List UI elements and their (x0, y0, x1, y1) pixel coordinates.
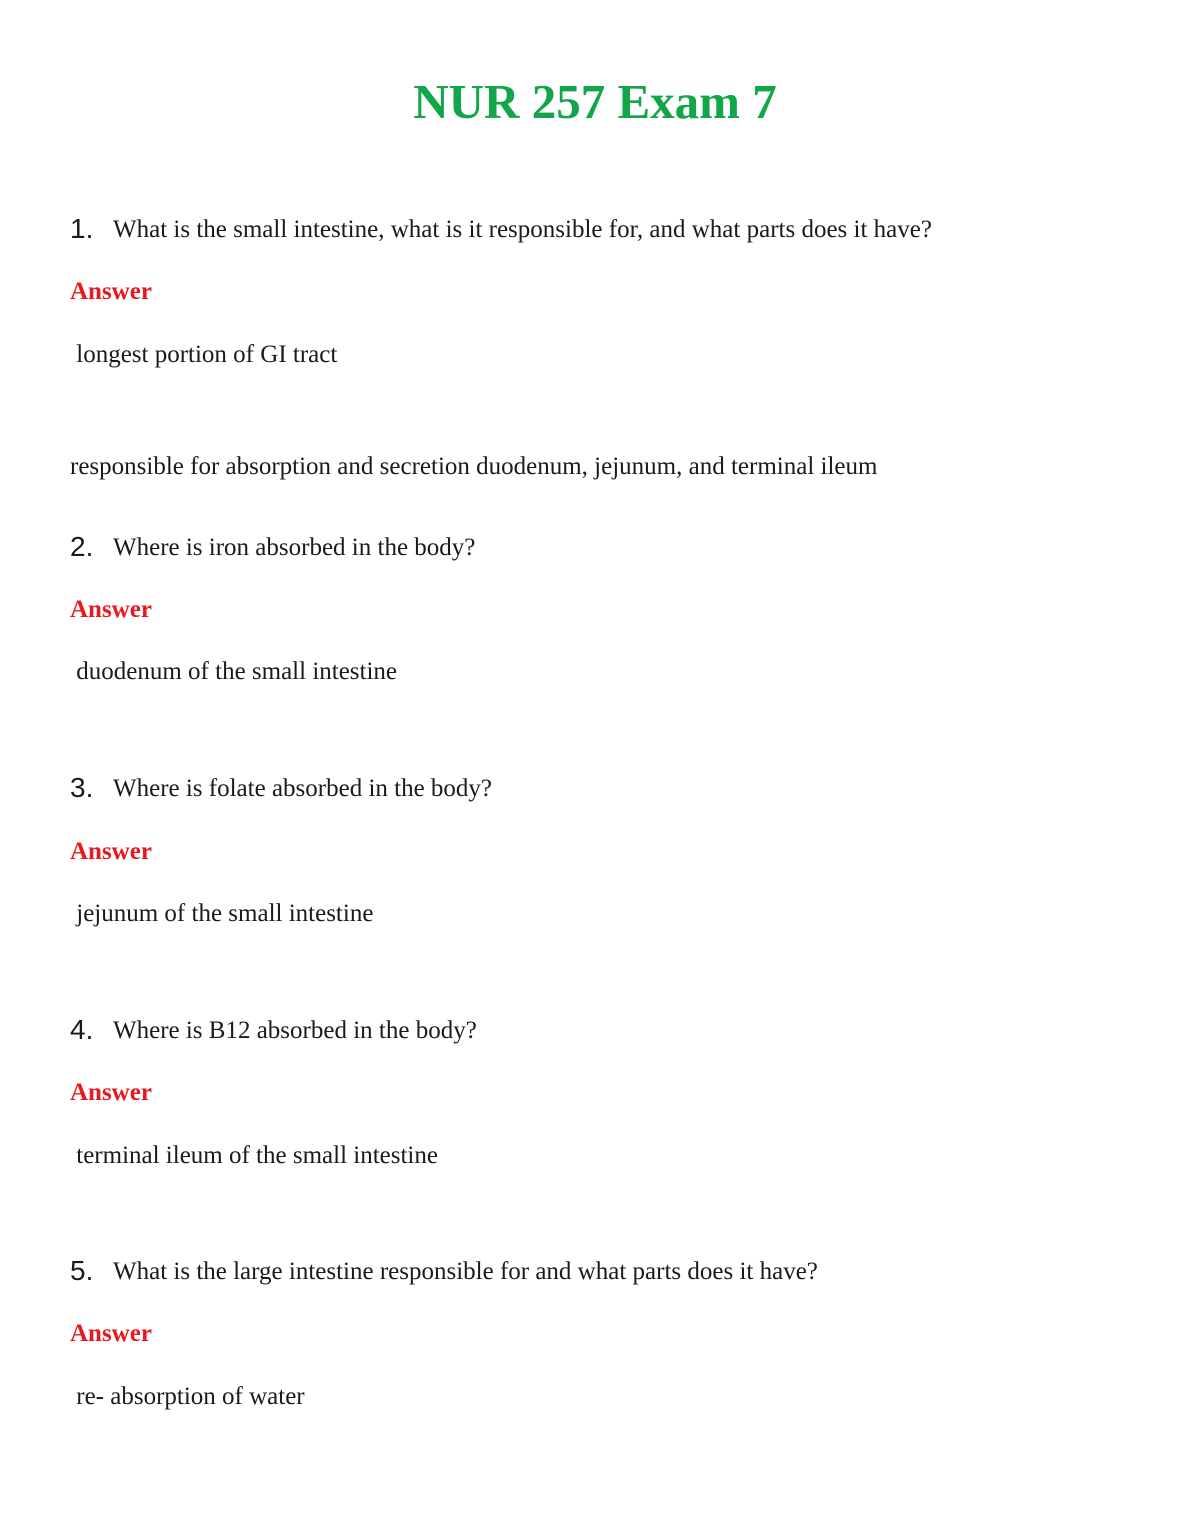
question-number: 4. (70, 1014, 94, 1045)
question-text: What is the small intestine, what is it responsible for, and what parts does it have? (113, 216, 932, 243)
answer-text: responsible for absorption and secretion duodenum, jejunum, and terminal ileum (70, 453, 878, 480)
page-title: NUR 257 Exam 7 (413, 74, 777, 129)
answer-label: Answer (70, 1320, 152, 1347)
question-text: What is the large intestine responsible for and what parts does it have? (113, 1258, 818, 1285)
answer-label: Answer (70, 596, 152, 623)
answer-text: re- absorption of water (70, 1383, 305, 1410)
question-number: 1. (70, 213, 94, 244)
answer-text: longest portion of GI tract (70, 341, 338, 368)
answer-text: jejunum of the small intestine (70, 900, 374, 927)
question-text: Where is iron absorbed in the body? (113, 534, 476, 561)
answer-text: terminal ileum of the small intestine (70, 1142, 438, 1169)
question-number: 3. (70, 772, 94, 803)
question-number: 2. (70, 531, 94, 562)
question-text: Where is B12 absorbed in the body? (113, 1017, 477, 1044)
answer-text: duodenum of the small intestine (70, 658, 398, 685)
answer-label: Answer (70, 838, 152, 865)
question-number: 5. (70, 1255, 94, 1286)
answer-label: Answer (70, 278, 152, 305)
question-text: Where is folate absorbed in the body? (113, 775, 493, 802)
answer-label: Answer (70, 1079, 152, 1106)
